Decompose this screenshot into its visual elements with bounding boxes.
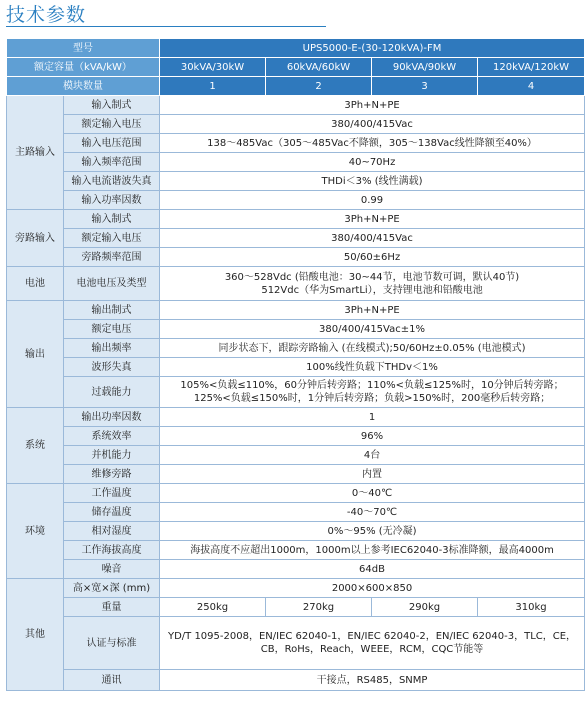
param-label: 工作温度 — [64, 484, 160, 503]
battery-line-2: 512Vdc（华为SmartLi），支持锂电池和铅酸电池 — [261, 284, 483, 296]
category-system: 系统 — [7, 408, 64, 484]
modules-1: 1 — [160, 77, 266, 96]
table-row — [7, 427, 585, 446]
category-battery: 电池 — [7, 267, 64, 301]
capacity-4: 120kVA/120kW — [478, 58, 585, 77]
table-row — [7, 670, 585, 691]
overload-line-1: 105%<负载≤110%，60分钟后转旁路；110%<负载≤125%时，10分钟后转旁路； — [180, 380, 564, 391]
param-label: 输出频率 — [64, 339, 160, 358]
param-label: 输入制式 — [64, 210, 160, 229]
param-label: 输入电流谐波失真 — [64, 172, 160, 191]
table-row — [7, 229, 585, 248]
category-output: 输出 — [7, 301, 64, 408]
table-row — [7, 358, 585, 377]
param-label: 认证与标准 — [64, 617, 160, 670]
category-main-input: 主路输入 — [7, 96, 64, 210]
battery-line-1: 360～528Vdc (铅酸电池：30~44节，电池节数可调，默认40节) — [224, 271, 520, 283]
table-row — [7, 301, 585, 320]
page-title: 技术参数 — [6, 4, 87, 26]
param-label: 额定电压 — [64, 320, 160, 339]
table-row — [7, 446, 585, 465]
param-label: 波形失真 — [64, 358, 160, 377]
param-value: 3Ph+N+PE — [160, 96, 585, 115]
modules-4: 4 — [478, 77, 585, 96]
param-label: 旁路频率范围 — [64, 248, 160, 267]
table-row — [7, 210, 585, 229]
capacity-1: 30kVA/30kW — [160, 58, 266, 77]
param-label: 通讯 — [64, 670, 160, 691]
param-value — [160, 377, 585, 408]
weight-3: 290kg — [372, 598, 478, 617]
weight-1: 250kg — [160, 598, 266, 617]
param-value: 40~70Hz — [160, 153, 585, 172]
param-value: 380/400/415Vac — [160, 229, 585, 248]
table-row — [7, 191, 585, 210]
param-value: THDi＜3% (线性满载) — [160, 172, 585, 191]
param-value: 3Ph+N+PE — [160, 301, 585, 320]
param-label: 维修旁路 — [64, 465, 160, 484]
table-row — [7, 560, 585, 579]
param-value: 138～485Vac（305～485Vac不降额，305～138Vac线性降额至40%） — [160, 134, 585, 153]
param-value: 100%线性负载下THDv＜1% — [160, 358, 585, 377]
param-label: 输出功率因数 — [64, 408, 160, 427]
cert-line-2: CB，RoHs，Reach，WEEE，RCM，CQC节能等 — [260, 644, 484, 655]
param-value: 海拔高度不应超出1000m，1000m以上参考IEC62040-3标准降额，最高4000m — [160, 541, 585, 560]
cert-line-1: YD/T 1095-2008，EN/IEC 62040-1，EN/IEC 62040-2，EN/IEC 62040-3，TLC，CE， — [167, 631, 577, 642]
param-value: 380/400/415Vac — [160, 115, 585, 134]
param-label: 储存温度 — [64, 503, 160, 522]
table-row — [7, 320, 585, 339]
param-label: 输入电压范围 — [64, 134, 160, 153]
param-value: 干接点，RS485，SNMP — [160, 670, 585, 691]
table-row — [7, 503, 585, 522]
param-label: 输入频率范围 — [64, 153, 160, 172]
param-value — [160, 267, 585, 301]
title-underline — [6, 26, 326, 27]
param-value: 4台 — [160, 446, 585, 465]
param-value: 1 — [160, 408, 585, 427]
table-row — [7, 134, 585, 153]
model-label: 型号 — [7, 39, 160, 58]
param-label: 输入功率因数 — [64, 191, 160, 210]
overload-line-2: 125%<负载≤150%时，1分钟后转旁路；负载>150%时，200毫秒后转旁路； — [193, 393, 551, 404]
param-value: 380/400/415Vac±1% — [160, 320, 585, 339]
param-label: 输入制式 — [64, 96, 160, 115]
param-label: 额定输入电压 — [64, 229, 160, 248]
table-row — [7, 377, 585, 408]
table-row — [7, 172, 585, 191]
param-value: 0～40℃ — [160, 484, 585, 503]
param-value: 0.99 — [160, 191, 585, 210]
param-value: 64dB — [160, 560, 585, 579]
model-value: UPS5000-E-(30-120kVA)-FM — [160, 39, 585, 58]
param-label: 并机能力 — [64, 446, 160, 465]
spec-table — [6, 38, 585, 691]
header-row-model — [7, 39, 585, 58]
param-value — [160, 617, 585, 670]
table-row — [7, 248, 585, 267]
param-label: 输出制式 — [64, 301, 160, 320]
category-bypass-input: 旁路输入 — [7, 210, 64, 267]
category-environment: 环境 — [7, 484, 64, 579]
param-value: 0%～95% (无冷凝) — [160, 522, 585, 541]
table-row — [7, 408, 585, 427]
table-row — [7, 541, 585, 560]
modules-2: 2 — [266, 77, 372, 96]
table-row — [7, 522, 585, 541]
param-value: 2000×600×850 — [160, 579, 585, 598]
param-label: 过载能力 — [64, 377, 160, 408]
param-label: 电池电压及类型 — [64, 267, 160, 301]
capacity-2: 60kVA/60kW — [266, 58, 372, 77]
param-label: 相对湿度 — [64, 522, 160, 541]
table-row — [7, 465, 585, 484]
param-value: -40～70℃ — [160, 503, 585, 522]
category-other: 其他 — [7, 579, 64, 691]
param-value: 同步状态下，跟踪旁路输入 (在线模式);50/60Hz±0.05% (电池模式) — [160, 339, 585, 358]
header-row-capacity — [7, 58, 585, 77]
table-row — [7, 267, 585, 301]
modules-3: 3 — [372, 77, 478, 96]
table-row — [7, 153, 585, 172]
header-row-modules — [7, 77, 585, 96]
table-row — [7, 115, 585, 134]
modules-label: 模块数量 — [7, 77, 160, 96]
capacity-label: 额定容量（kVA/kW） — [7, 58, 160, 77]
capacity-3: 90kVA/90kW — [372, 58, 478, 77]
param-label: 噪音 — [64, 560, 160, 579]
param-value: 内置 — [160, 465, 585, 484]
table-row — [7, 579, 585, 598]
weight-2: 270kg — [266, 598, 372, 617]
param-value: 3Ph+N+PE — [160, 210, 585, 229]
param-label: 工作海拔高度 — [64, 541, 160, 560]
param-label: 重量 — [64, 598, 160, 617]
table-row — [7, 598, 585, 617]
param-value: 50/60±6Hz — [160, 248, 585, 267]
table-row — [7, 339, 585, 358]
param-label: 额定输入电压 — [64, 115, 160, 134]
param-value: 96% — [160, 427, 585, 446]
table-row — [7, 96, 585, 115]
table-row — [7, 484, 585, 503]
param-label: 系统效率 — [64, 427, 160, 446]
param-label: 高×宽×深 (mm) — [64, 579, 160, 598]
weight-4: 310kg — [478, 598, 585, 617]
table-row — [7, 617, 585, 670]
